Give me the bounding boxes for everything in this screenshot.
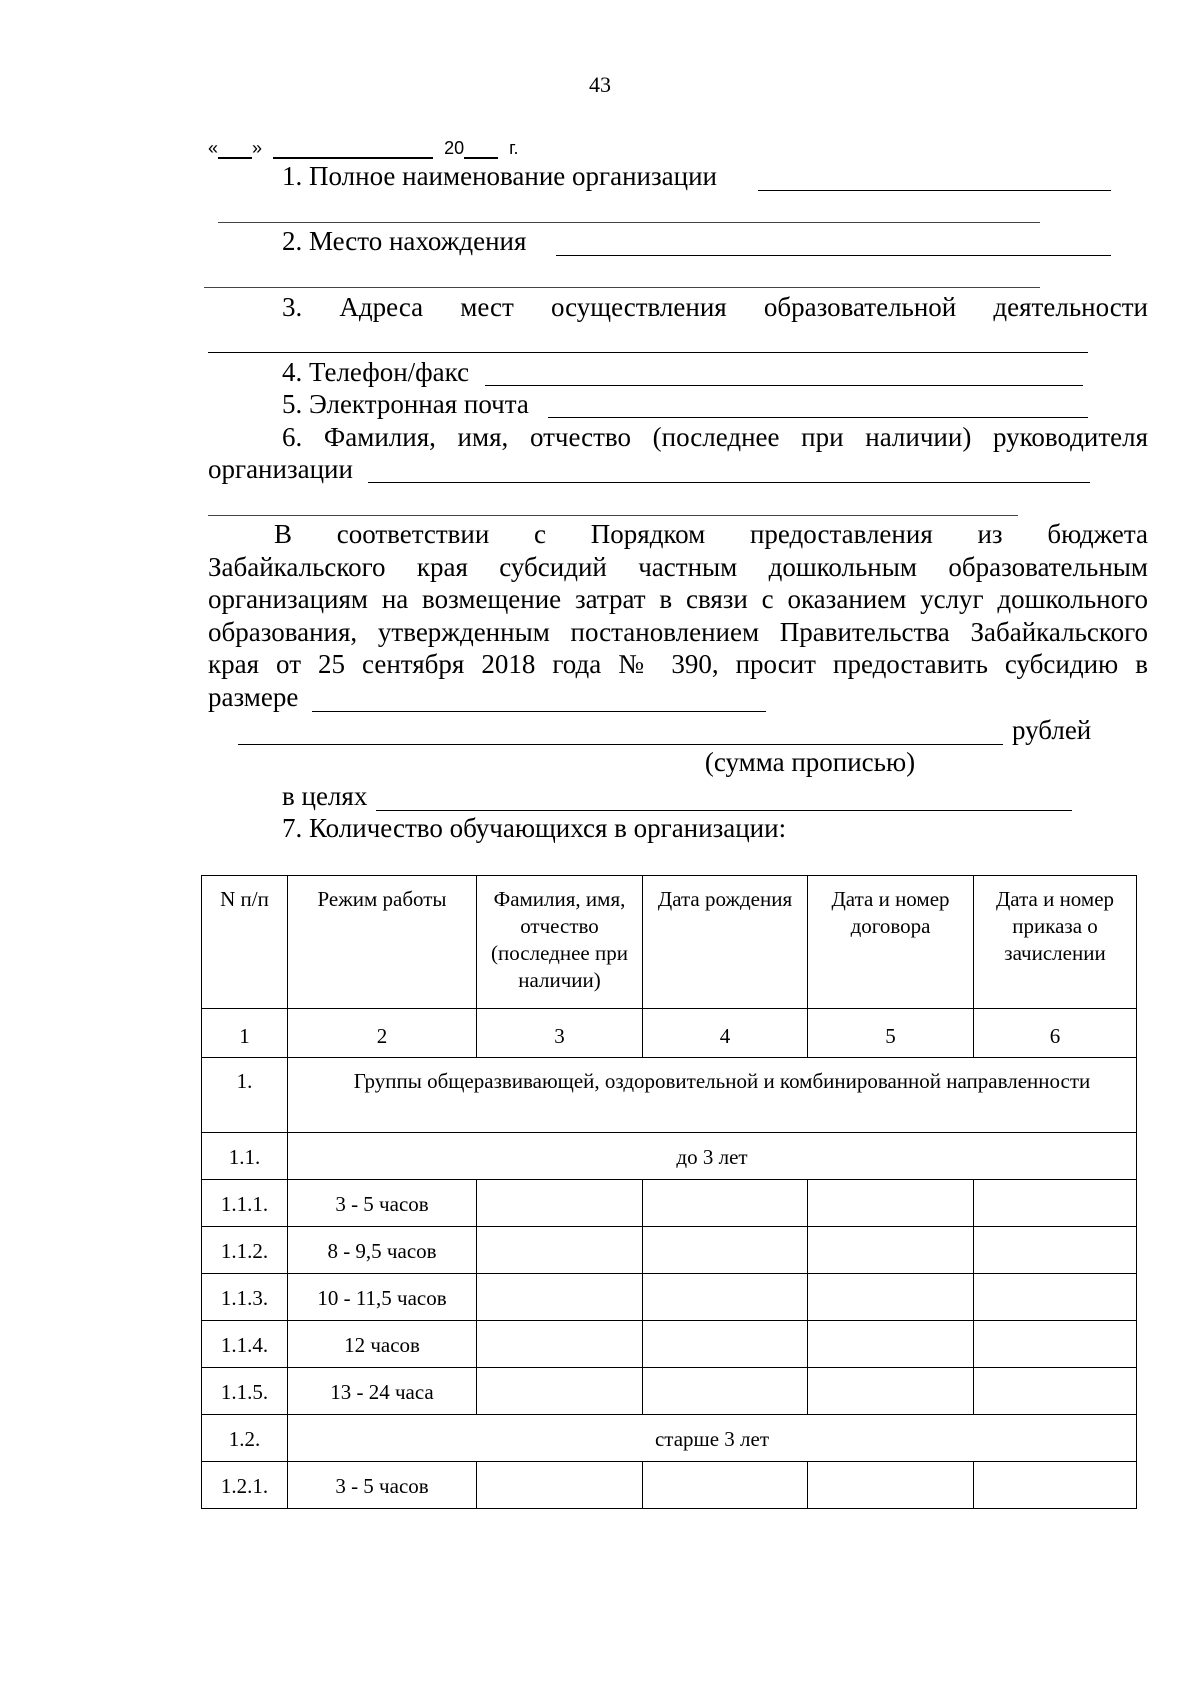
subgroup-label: до 3 лет [288,1133,1137,1180]
row-contract-cell[interactable] [808,1274,974,1321]
subgroup-label: старше 3 лет [288,1415,1137,1462]
header-name: Фамилия, имя, отчество (последнее при наличии) [477,876,643,1009]
field-3-blank[interactable] [208,352,1088,353]
field-2-label: 2. Место нахождения [282,226,527,256]
row-order-cell[interactable] [974,1321,1137,1368]
row-birth-cell[interactable] [643,1462,808,1509]
amount-blank[interactable] [312,711,766,712]
date-line [208,137,518,159]
row-mode: 13 - 24 часа [288,1368,477,1415]
field-1-blank[interactable] [758,190,1111,191]
subgroup-num: 1.1. [202,1133,288,1180]
row-contract-cell[interactable] [808,1227,974,1274]
day-blank[interactable] [218,140,252,159]
subsidy-paragraph [208,518,1148,681]
table-row [202,1180,1137,1227]
field-2-blank-2[interactable] [204,287,1040,288]
header-num: N п/п [202,876,288,1009]
table-row [202,1227,1137,1274]
row-mode: 8 - 9,5 часов [288,1227,477,1274]
table-row [202,1368,1137,1415]
row-num: 1.1.1. [202,1180,288,1227]
table-row [202,1321,1137,1368]
row-name-cell[interactable] [477,1321,643,1368]
col-number-5: 5 [808,1009,974,1058]
field-6-blank[interactable] [368,482,1090,483]
col-number-1: 1 [202,1009,288,1058]
row-name-cell[interactable] [477,1227,643,1274]
row-order-cell[interactable] [974,1227,1137,1274]
table-row [202,1462,1137,1509]
header-contract: Дата и номер договора [808,876,974,1009]
field-1-label: 1. Полное наименование организации [282,161,717,191]
row-num: 1.1.3. [202,1274,288,1321]
group-row [202,1058,1137,1133]
date-open-quote: « [208,138,219,158]
row-contract-cell[interactable] [808,1321,974,1368]
row-mode: 12 часов [288,1321,477,1368]
header-birth-date: Дата рождения [643,876,808,1009]
paragraph-line-5: края от 25 сентября 2018 года № 390, просит предоставить субсидию в [208,649,1148,679]
row-mode: 3 - 5 часов [288,1180,477,1227]
row-contract-cell[interactable] [808,1462,974,1509]
date-close-quote: » [252,138,263,158]
field-4-blank[interactable] [485,385,1083,386]
table-header-row [202,876,1137,1009]
paragraph-line-3: организациям на возмещение затрат в связи с оказанием услуг дошкольного [208,584,1148,614]
header-order: Дата и номер приказа о зачислении [974,876,1137,1009]
table-row [202,1274,1137,1321]
field-3-label: 3. Адреса мест осуществления образовательной деятельности [282,292,1148,322]
row-birth-cell[interactable] [643,1227,808,1274]
group-num: 1. [202,1058,288,1133]
field-1-blank-2[interactable] [218,222,1040,223]
row-order-cell[interactable] [974,1274,1137,1321]
subgroup-row [202,1133,1137,1180]
field-5-label: 5. Электронная почта [282,389,529,419]
paragraph-line-1: В соответствии с Порядком предоставления из бюджета [274,519,1148,549]
page-number: 43 [589,72,611,97]
col-number-4: 4 [643,1009,808,1058]
field-4-label: 4. Телефон/факс [282,357,470,387]
amount-words-blank[interactable] [238,744,1003,745]
column-numbers-row [202,1009,1137,1058]
col-number-2: 2 [288,1009,477,1058]
purpose-blank[interactable] [376,810,1072,811]
subgroup-row [202,1415,1137,1462]
row-birth-cell[interactable] [643,1180,808,1227]
year-suffix: г. [509,138,519,158]
row-contract-cell[interactable] [808,1180,974,1227]
paragraph-line-4: образования, утвержденным постановлением Правительства Забайкальского [208,616,1148,647]
row-order-cell[interactable] [974,1180,1137,1227]
header-mode: Режим работы [288,876,477,1009]
row-contract-cell[interactable] [808,1368,974,1415]
row-num: 1.2.1. [202,1462,288,1509]
field-6-blank-2[interactable] [208,515,1018,516]
row-name-cell[interactable] [477,1180,643,1227]
row-birth-cell[interactable] [643,1321,808,1368]
row-mode: 3 - 5 часов [288,1462,477,1509]
students-table [201,875,1137,1509]
row-num: 1.1.4. [202,1321,288,1368]
row-num: 1.1.5. [202,1368,288,1415]
row-name-cell[interactable] [477,1368,643,1415]
field-6-label: 6. Фамилия, имя, отчество (последнее при наличии) руководителя [282,422,1149,452]
row-mode: 10 - 11,5 часов [288,1274,477,1321]
item-7-label: 7. Количество обучающихся в организации: [282,813,787,843]
row-name-cell[interactable] [477,1462,643,1509]
col-number-3: 3 [477,1009,643,1058]
field-5-blank[interactable] [548,417,1088,418]
sum-caption: (сумма прописью) [704,747,916,777]
year-blank[interactable] [464,140,498,159]
row-order-cell[interactable] [974,1462,1137,1509]
col-number-6: 6 [974,1009,1137,1058]
rubles-label: рублей [1012,715,1092,745]
razmere-label: размере [208,682,299,712]
field-6-label-2: организации [208,454,353,484]
paragraph-line-2: Забайкальского края субсидий частным дошкольным образовательным [208,551,1148,582]
row-birth-cell[interactable] [643,1368,808,1415]
row-num: 1.1.2. [202,1227,288,1274]
year-prefix: 20 [444,138,465,158]
purpose-label: в целях [282,781,368,811]
month-blank[interactable] [273,140,433,159]
row-name-cell[interactable] [477,1274,643,1321]
field-2-blank[interactable] [556,255,1111,256]
row-birth-cell[interactable] [643,1274,808,1321]
subgroup-num: 1.2. [202,1415,288,1462]
row-order-cell[interactable] [974,1368,1137,1415]
group-label: Группы общеразвивающей, оздоровительной и комбинированной направленности [288,1058,1137,1133]
